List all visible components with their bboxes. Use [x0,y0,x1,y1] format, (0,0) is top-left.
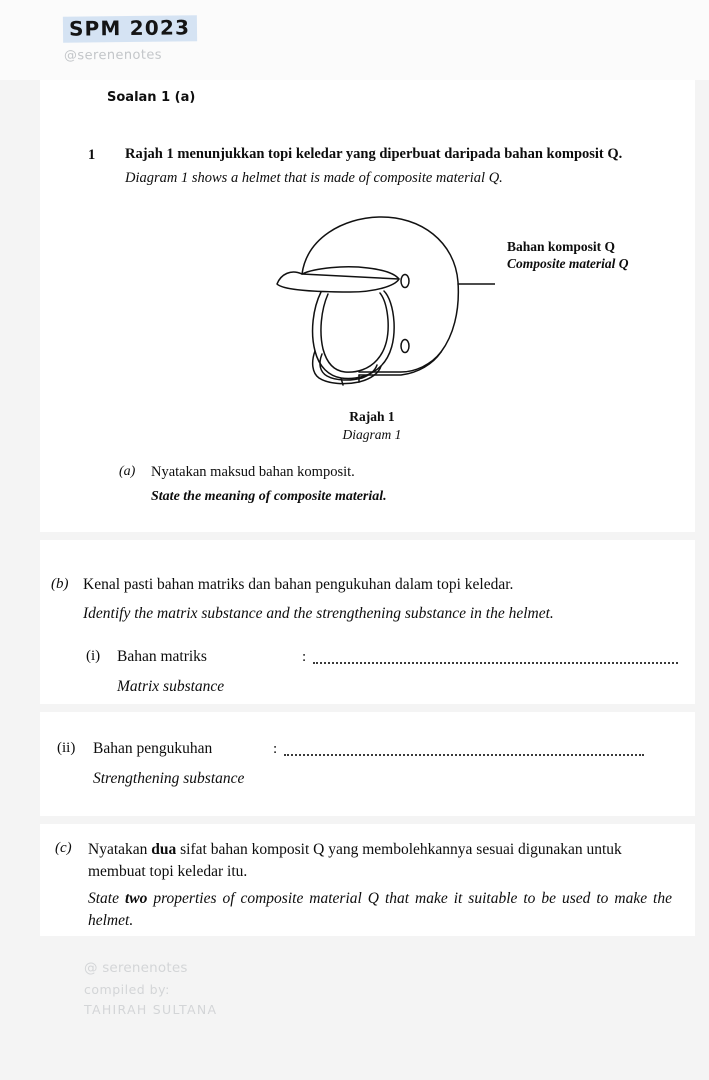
question-stem-english: Diagram 1 shows a helmet that is made of composite material Q. [125,170,503,186]
footer-credits [84,958,217,1020]
part-b-ii-marker: (ii) [57,740,76,756]
caption-malay: Rajah 1 [349,409,395,424]
part-b-ii-colon: : [273,741,278,757]
question-number: 1 [88,147,96,163]
part-b-i-colon: : [302,649,307,665]
part-c-malay [88,839,672,883]
author-handle-top: @serenenotes [63,47,162,64]
part-c-malay-before: Nyatakan [88,841,152,858]
part-b-i-label-english: Matrix substance [117,678,225,695]
callout-english: Composite material Q [507,256,629,272]
part-c-english-emphasis: two [124,890,148,907]
part-b-i-marker: (i) [86,648,101,664]
part-b-ii-label-english: Strengthening substance [93,770,245,787]
callout-malay: Bahan komposit Q [507,239,616,254]
part-b-marker: (b) [51,576,69,592]
question-stem-malay: Rajah 1 menunjukkan topi keledar yang diperbuat daripada bahan komposit Q. [125,146,623,162]
page-title: SPM 2023 [63,15,197,42]
content-card-part-b-ii [40,712,695,816]
part-c-malay-after: sifat bahan komposit Q yang membolehkannya sesuai digunakan untuk membuat topi keledar itu. [88,841,622,880]
part-c-english [88,888,672,932]
part-b-ii-label-malay: Bahan pengukuhan [93,740,213,757]
footer-handle: @ serenenotes [84,960,188,976]
helmet-illustration-svg [255,212,495,397]
section-label: Soalan 1 (a) [107,90,196,105]
part-c-malay-emphasis: dua [151,841,177,858]
part-c-marker: (c) [55,840,72,856]
part-b-english: Identify the matrix substance and the strengthening substance in the helmet. [83,605,554,622]
diagram-callout [507,238,629,273]
part-c-english-after: properties of composite material Q that make it suitable to be used to make the helmet. [88,890,672,929]
caption-english: Diagram 1 [342,426,402,442]
part-b-i-answer-line[interactable] [313,659,678,664]
helmet-diagram [255,212,495,397]
part-a-malay: Nyatakan maksud bahan komposit. [151,464,355,480]
part-a-marker: (a) [119,464,136,479]
footer-compiled-label: compiled by: [84,981,170,997]
part-a-english: State the meaning of composite material. [151,489,387,504]
part-c-english-before: State [88,890,125,907]
header-band [0,0,709,80]
diagram-caption [272,408,472,443]
footer-compiler-name: TAHIRAH SULTANA [84,1002,218,1018]
part-b-i-label-malay: Bahan matriks [117,648,207,665]
part-b-malay: Kenal pasti bahan matriks dan bahan pengukuhan dalam topi keledar. [83,576,514,593]
part-b-ii-answer-line[interactable] [284,751,644,756]
